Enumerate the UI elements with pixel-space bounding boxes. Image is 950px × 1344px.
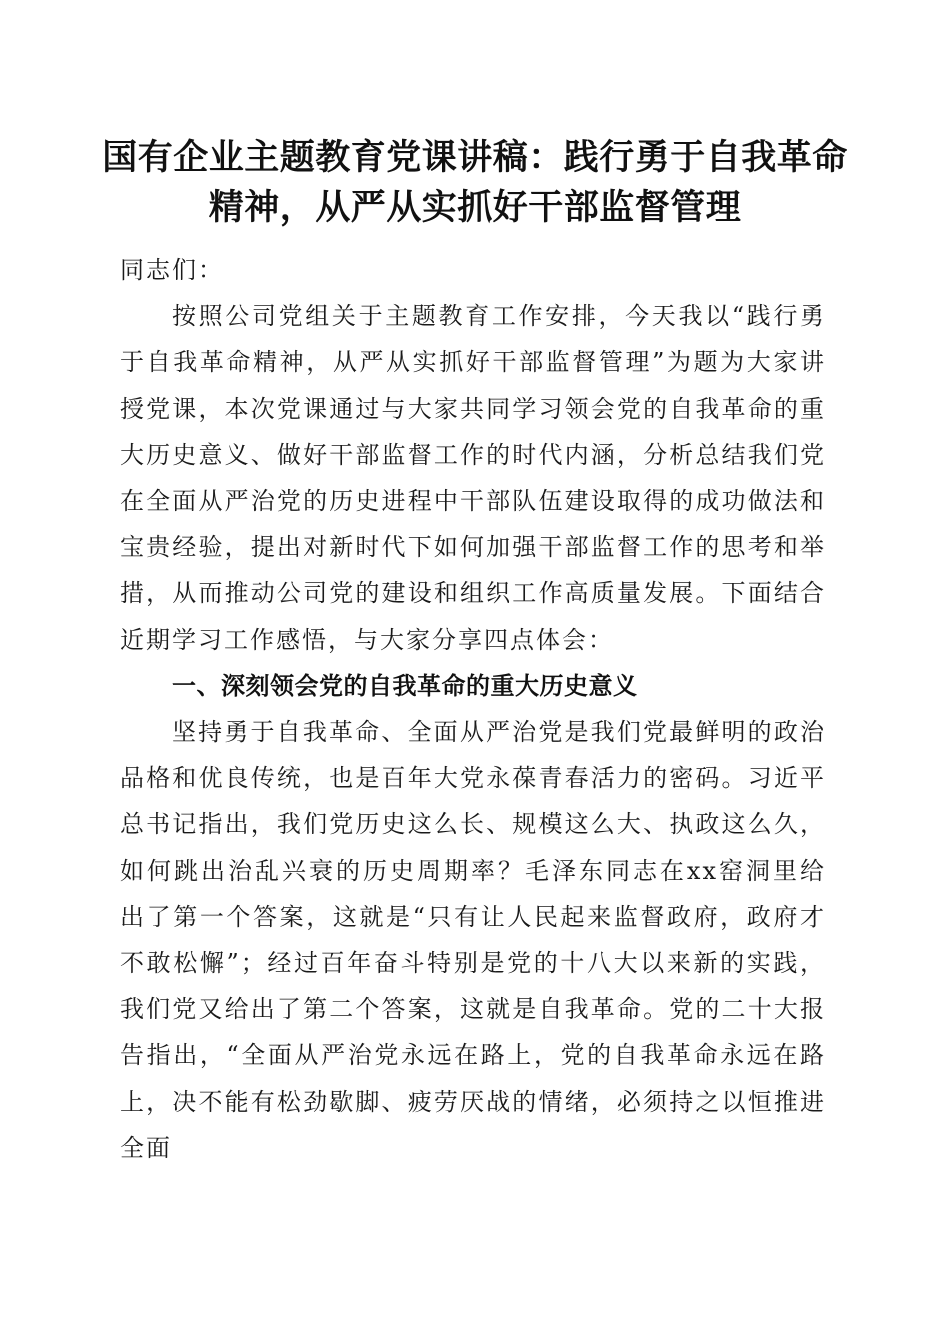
document-title: 国有企业主题教育党课讲稿：践行勇于自我革命精神，从严从实抓好干部监督管理 [102,137,848,228]
section-heading: 一、深刻领会党的自我革命的重大历史意义 [172,671,638,700]
intro-paragraph: 按照公司党组关于主题教育工作安排，今天我以“践行勇于自我革命精神，从严从实抓好干部监督管理”为题为大家讲授党课，本次党课通过与大家共同学习领会党的自我革命的重大历史意义、做好干部监督工作的时代内涵，分析总结我们党在全面从严治党的历史进程中干部队伍建设取得的成功做法和宝贵经验，提出对新时代下如何加强干部监督工作的思考和举措，从而推动公司党的建设和组织工作高质量发展。下面结合近期学习工作感悟，与大家分享四点体会： [120,302,826,654]
salutation: 同志们： [120,256,224,284]
document-body [120,247,826,1171]
section-paragraph: 坚持勇于自我革命、全面从严治党是我们党最鲜明的政治品格和优良传统，也是百年大党永葆青春活力的密码。习近平总书记指出，我们党历史这么长、规模这么大、执政这么久，如何跳出治乱兴衰的历史周期率？毛泽东同志在xx窑洞里给出了第一个答案，这就是“只有让人民起来监督政府，政府才不敢松懈”；经过百年奋斗特别是党的十八大以来新的实践，我们党又给出了第二个答案，这就是自我革命。党的二十大报告指出，“全面从严治党永远在路上，党的自我革命永远在路上，决不能有松劲歇脚、疲劳厌战的情绪，必须持之以恒推进全面 [120,718,826,1162]
